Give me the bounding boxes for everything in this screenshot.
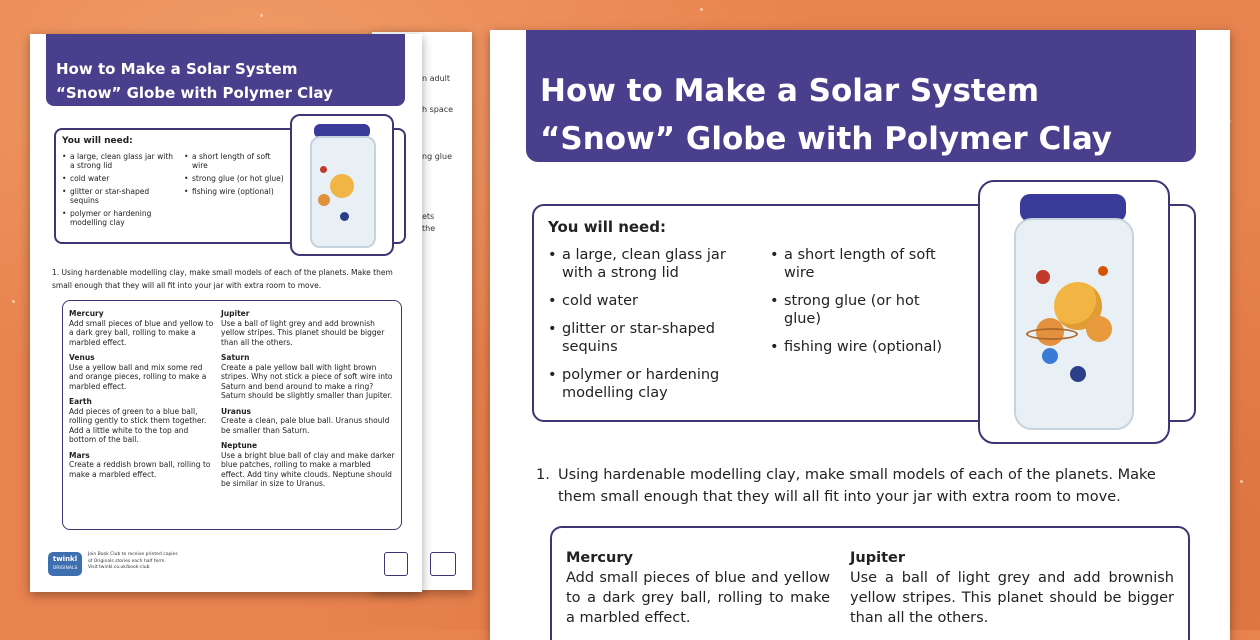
planet-venus-icon	[1086, 316, 1112, 342]
star-decoration	[12, 300, 15, 303]
planet-name: Earth	[69, 397, 92, 406]
planet-text: Use a ball of light grey and add brownish yellow stripes. This planet should be bigger than all the others.	[850, 570, 1174, 626]
planet-name: Mercury	[566, 550, 633, 566]
planet-mars-icon	[1036, 270, 1050, 284]
fragment-text: h space	[422, 105, 454, 114]
star-decoration	[700, 8, 703, 11]
need-item: • a short length of soft wire	[184, 152, 284, 170]
jar-image-large	[978, 180, 1170, 444]
planet-name: Jupiter	[850, 550, 905, 566]
step-text: Using hardenable modelling clay, make small models of each of the planets. Make them small enough that they will all fit into your jar with extra room to move.	[558, 467, 1156, 505]
title-line-1: How to Make a Solar System	[56, 60, 298, 78]
fragment-text: ets	[422, 212, 435, 221]
planets-col-left	[69, 309, 217, 479]
logo-subtext: ORIGINALS	[52, 566, 78, 571]
planet-mars-icon	[320, 166, 327, 173]
twinkl-logo	[48, 552, 82, 576]
planet-neptune-icon	[340, 212, 349, 221]
planet-mercury	[566, 548, 830, 628]
planet-text: Use a yellow ball and mix some red and orange pieces, rolling to make a marbled effect.	[69, 362, 207, 391]
fragment-text: ng glue	[422, 152, 452, 161]
saturn-ring	[1026, 328, 1078, 340]
need-item: • glitter or star-shaped sequins	[62, 187, 174, 205]
planet-jupiter-icon	[330, 174, 354, 198]
planet-name: Uranus	[221, 406, 251, 416]
need-item: • polymer or hardening modelling clay	[62, 209, 174, 227]
planets-box-large	[550, 526, 1190, 640]
step-number: 1.	[52, 268, 60, 277]
planet-text: Add pieces of green to a blue ball, rolling gently to stick them together. Add a little white to the top and bottom of the ball.	[69, 406, 207, 444]
planet-mercury-icon	[1098, 266, 1108, 276]
planets-col-right	[221, 309, 395, 489]
fragment-text: the	[422, 224, 436, 233]
needs-list-1	[548, 246, 758, 412]
footer-line: Join Book Club to receive printed copies	[88, 552, 178, 557]
title-line-1: How to Make a Solar System	[540, 73, 1040, 109]
planet-text: Add small pieces of blue and yellow to a dark grey ball, rolling to make a marbled effect.	[69, 318, 214, 347]
footer-line: of Originals stories each half term.	[88, 558, 166, 564]
logo-text: twinkl	[52, 555, 78, 563]
left-sheet	[30, 34, 422, 592]
planet-text: Use a ball of light grey and add brownish yellow stripes. This planet should be bigger than all the others.	[221, 318, 385, 347]
planet-earth-icon	[1042, 348, 1058, 364]
planet-name: Jupiter	[221, 309, 250, 318]
book-club-icon	[430, 552, 456, 576]
need-item: • a short length of soft wire	[770, 246, 960, 282]
need-item: • strong glue (or hot glue)	[770, 292, 960, 328]
planet-text: Add small pieces of blue and yellow to a dark grey ball, rolling to make a marbled effect.	[566, 570, 830, 626]
need-item: • fishing wire (optional)	[184, 187, 284, 196]
step-1-small	[52, 266, 398, 292]
title-banner	[46, 34, 405, 106]
need-item: • glitter or star-shaped sequins	[548, 320, 758, 356]
planet-name: Saturn	[221, 353, 250, 362]
need-item: • cold water	[62, 174, 174, 183]
planet-name: Mercury	[69, 309, 104, 318]
needs-heading: You will need:	[548, 218, 666, 236]
needs-list-2	[184, 152, 284, 200]
step-1	[536, 464, 1196, 508]
right-sheet	[490, 30, 1230, 640]
footer-line: Visit twinkl.co.uk/book-club	[88, 565, 150, 570]
need-item: • a large, clean glass jar with a strong lid	[62, 152, 174, 170]
star-decoration	[260, 14, 263, 17]
planet-saturn-icon	[318, 194, 330, 206]
planet-text: Create a pale yellow ball with light brown stripes. Why not stick a piece of soft wire into Saturn and bend around to make a ring? Saturn should be slightly smaller than Jupiter.	[221, 362, 393, 400]
planets-box	[62, 300, 402, 530]
need-item: • a large, clean glass jar with a strong lid	[548, 246, 758, 282]
book-club-icon	[384, 552, 408, 576]
step-text: Using hardenable modelling clay, make small models of each of the planets. Make them small enough that they will all fit into your jar with extra room to move.	[52, 268, 393, 290]
star-decoration	[1240, 480, 1243, 483]
need-item: • fishing wire (optional)	[770, 338, 960, 356]
planet-jupiter	[850, 548, 1174, 628]
planet-name: Mars	[69, 450, 90, 460]
planet-neptune-icon	[1070, 366, 1086, 382]
jar-image	[290, 114, 394, 256]
needs-heading: You will need:	[62, 136, 133, 146]
title-line-2: “Snow” Globe with Polymer Clay	[540, 121, 1113, 157]
footer-text	[88, 552, 288, 572]
needs-list-2	[770, 246, 960, 366]
needs-list-1	[62, 152, 174, 231]
fragment-text: n adult	[422, 74, 451, 83]
need-item: • polymer or hardening modelling clay	[548, 366, 758, 402]
planet-text: Create a clean, pale blue ball. Uranus should be smaller than Saturn.	[221, 416, 390, 435]
planet-text: Use a bright blue ball of clay and make darker blue patches, rolling to make a marbled effect. Add tiny white clouds. Neptune should be similar in size to Uranus.	[221, 450, 395, 488]
need-item: • cold water	[548, 292, 758, 310]
title-line-2: “Snow” Globe with Polymer Clay	[56, 84, 333, 102]
planet-name: Venus	[69, 353, 95, 362]
planet-name: Neptune	[221, 441, 258, 450]
step-number: 1.	[536, 467, 550, 483]
need-item: • strong glue (or hot glue)	[184, 174, 284, 183]
title-banner-large	[526, 30, 1196, 162]
planet-text: Create a reddish brown ball, rolling to make a marbled effect.	[69, 460, 211, 479]
